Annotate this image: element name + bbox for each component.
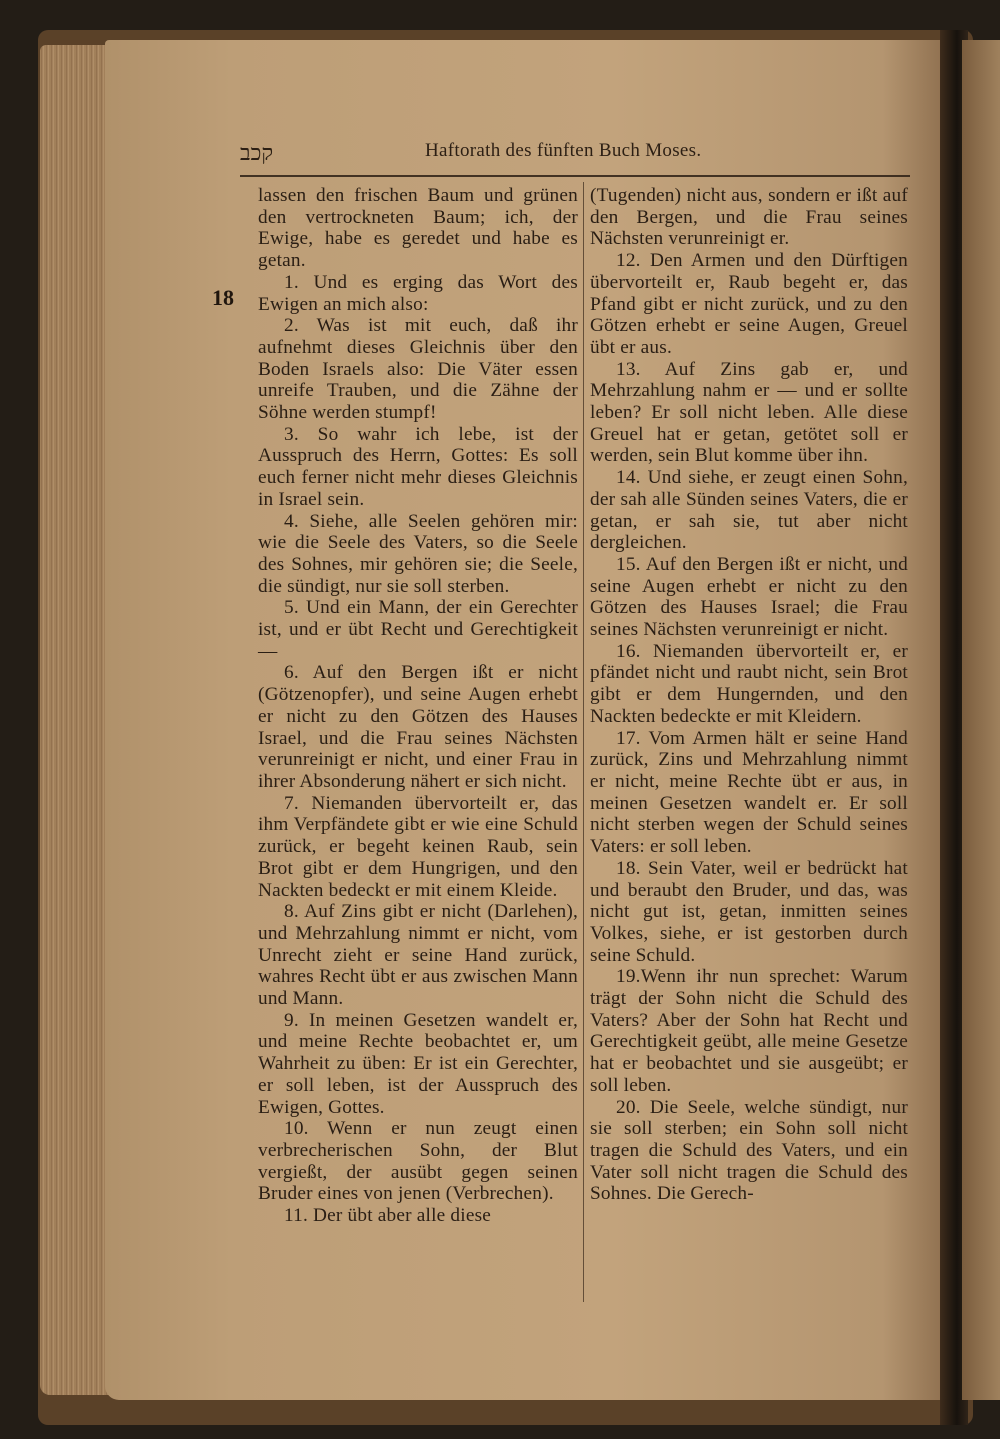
chapter-number: 18 (212, 285, 234, 310)
text-column-right (590, 185, 908, 1205)
verse-paragraph: 7. Niemanden übervorteilt er, das ihm Verpfändete gibt er wie eine Schuld zurück, er begeht keinen Raub, sein Brot gibt er dem Hungrigen, und den Nackten bedeckt er mit einem Kleide. (258, 792, 578, 901)
verse-paragraph: 13. Auf Zins gab er, und Mehrzahlung nahm er — und er sollte leben? Er soll nicht leben. Alle diese Greuel hat er getan, getötet soll er werden, sein Blut komme über ihn. (590, 358, 908, 467)
verse-paragraph: 8. Auf Zins gibt er nicht (Darlehen), und Mehrzahlung nimmt er nicht, vom Unrecht zieht er seine Hand zurück, wahres Recht übt er aus zwischen Mann und Mann. (258, 901, 578, 1010)
verse-paragraph: 16. Niemanden übervorteilt er, er pfändet nicht und raubt nicht, sein Brot gibt er dem Hungernden, und den Nackten bedeckte er mit Kleidern. (590, 640, 908, 727)
verse-paragraph: 18. Sein Vater, weil er bedrückt hat und beraubt den Bruder, und das, was nicht gut ist, getan, inmitten seines Volkes, siehe, er ist gestorben durch seine Schuld. (590, 857, 908, 966)
verse-paragraph: 4. Siehe, alle Seelen gehören mir: wie die Seele des Vaters, so die Seele des Sohnes, mir gehören sie; die Seele, die sündigt, nur sie soll sterben. (258, 510, 578, 597)
column-divider (583, 182, 584, 1302)
verse-paragraph: 10. Wenn er nun zeugt einen verbrecherischen Sohn, der Blut vergießt, der ausübt gegen seinen Bruder eines von jenen (Verbrechen). (258, 1118, 578, 1205)
verse-paragraph: 3. So wahr ich lebe, ist der Ausspruch des Herrn, Gottes: Es soll euch ferner nicht mehr dieses Gleichnis in Israel sein. (258, 423, 578, 510)
verse-paragraph: 11. Der übt aber alle diese (284, 1205, 492, 1227)
verse-paragraph: 17. Vom Armen hält er seine Hand zurück, Zins und Mehrzahlung nimmt er nicht, meine Rechte übt er aus, in meinen Gesetzen wandelt er. Er soll nicht sterben wegen der Schuld seines Vaters: er soll leben. (590, 727, 908, 858)
verse-paragraph: 20. Die Seele, welche sündigt, nur sie soll sterben; ein Sohn soll nicht tragen die Schuld des Vaters, und ein Vater soll nicht tragen die Schuld des Sohnes. Die Gerech- (590, 1096, 908, 1205)
verse-paragraph: 12. Den Armen und den Dürftigen übervorteilt er, Raub begeht er, das Pfand gibt er nicht zurück, und zu den Götzen erhebt er seine Augen, Greuel übt er aus. (590, 250, 908, 358)
running-title: Haftorath des fünften Buch Moses. (425, 140, 702, 161)
page-number: קכב (240, 141, 274, 166)
verse-paragraph: 15. Auf den Bergen ißt er nicht, und seine Augen erhebt er nicht zu den Götzen des Hauses Israel; die Frau seines Nächsten verunreinigt er nicht. (590, 553, 908, 641)
verse-paragraph: 5. Und ein Mann, der ein Gerechter ist, und er übt Recht und Gerechtigkeit — (258, 597, 578, 662)
verse-paragraph: 14. Und siehe, er zeugt einen Sohn, der sah alle Sünden seines Vaters, die er getan, er sah sie, tut aber nicht dergleichen. (590, 467, 908, 554)
page-header (240, 140, 910, 170)
verse-paragraph: lassen den frischen Baum und grünen den vertrockneten Baum; ich, der Ewige, habe es geredet und habe es getan. (258, 185, 578, 272)
verse-paragraph: 6. Auf den Bergen ißt er nicht (Götzenopfer), und seine Augen erhebt er nicht zu den Götzen des Hauses Israel, und die Frau seines Nächsten verunreinigt er nicht, und einer Frau in ihrer Absonderung nähert er sich nicht. (258, 662, 578, 792)
verse-paragraph: 1. Und es erging das Wort des Ewigen an mich also: (258, 271, 578, 315)
verse-paragraph: (Tugenden) nicht aus, sondern er ißt auf den Bergen, und die Frau seines Nächsten verunreinigt er. (590, 185, 908, 250)
verse-paragraph: 19.Wenn ihr nun sprechet: Warum trägt der Sohn nicht die Schuld des Vaters? Aber der Sohn hat Recht und Gerechtigkeit geübt, alle meine Gesetze hat er beobachtet und sie ausgeübt; er soll leben. (590, 966, 908, 1096)
facing-page-edge (962, 40, 1000, 1400)
verse-paragraph: 9. In meinen Gesetzen wandelt er, und meine Rechte beobachtet er, um Wahrheit zu üben: Er ist ein Gerechter, er soll leben, ist der Ausspruch des Ewigen, Gottes. (258, 1009, 578, 1118)
header-rule (240, 175, 910, 177)
verse-paragraph: 2. Was ist mit euch, daß ihr aufnehmt dieses Gleichnis über den Boden Israels also: Die Väter essen unreife Trauben, und die Zähne der Söhne werden stumpf! (258, 315, 578, 424)
text-column-left (258, 185, 578, 1227)
